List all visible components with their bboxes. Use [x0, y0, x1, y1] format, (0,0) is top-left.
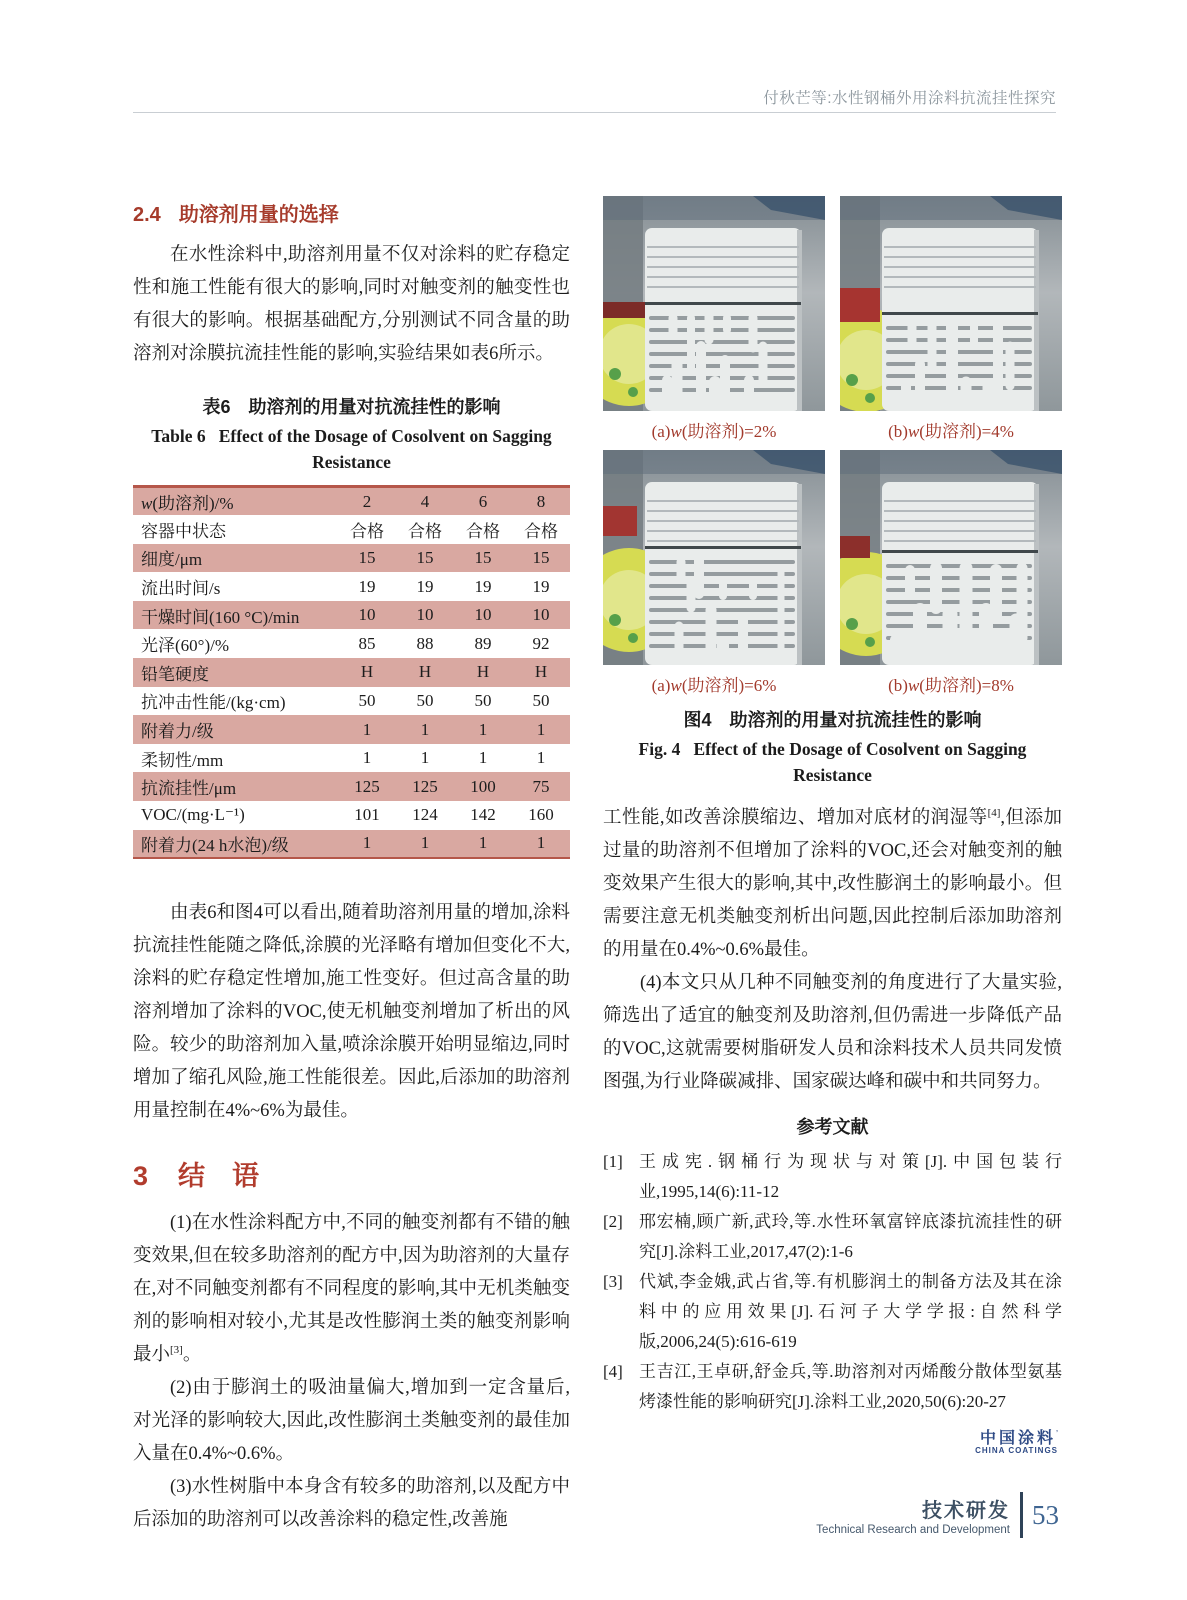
- reference-number: [3]: [603, 1272, 623, 1291]
- table6-cell: 10: [416, 605, 434, 625]
- section-3-title: 结 语: [178, 1161, 260, 1192]
- table6-body: [133, 487, 570, 859]
- page-number: 53: [1032, 1499, 1059, 1530]
- table6-row: [133, 801, 570, 830]
- table6-title-zh: 表6 助溶剂的用量对抗流挂性的影响: [202, 397, 501, 417]
- footer-section-zh: 技术研发: [922, 1500, 1010, 1522]
- table6-row: [133, 629, 570, 658]
- intro-paragraph: 在水性涂料中,助溶剂用量不仅对涂料的贮存稳定性和施工性能有很大的影响,同时对触变剂的触变性也有很大的影响。根据基础配方,分别测试不同含量的助溶剂对涂膜抗流挂性能的影响,实验结果如表6所示。: [133, 245, 570, 364]
- table6-row: [133, 515, 570, 544]
- table6-cell: 1: [420, 719, 430, 739]
- table6-row: [133, 572, 570, 601]
- table6-row-label: 附着力/级: [141, 722, 214, 742]
- table6-cell: 19: [474, 576, 492, 596]
- table6-cell: 50: [474, 690, 492, 710]
- table6-row-label: 附着力(24 h水泡)/级: [141, 835, 289, 855]
- table6-row: [133, 715, 570, 744]
- table6-row-label: 柔韧性/mm: [141, 750, 224, 770]
- reference-number: [2]: [603, 1212, 623, 1231]
- table6-cell: 1: [478, 719, 488, 739]
- logo-en: CHINA COATINGS: [975, 1446, 1058, 1455]
- sagging-photo-4pct: [840, 196, 1062, 411]
- table6-cell: 1: [536, 748, 546, 768]
- table6-cell: 142: [470, 805, 496, 825]
- table6-row-label: 抗冲击性能/(kg·cm): [141, 693, 286, 713]
- section-2-4-number: 2.4: [133, 204, 161, 226]
- figure4-captions-row-1: [603, 417, 1062, 442]
- table6-cell: 75: [532, 776, 550, 796]
- sagging-photo-2pct: [603, 196, 825, 411]
- table6-cell: 160: [528, 805, 554, 825]
- table6-row-label: 流出时间/s: [141, 579, 221, 599]
- running-head: 付秋芒等:水性钢桶外用涂料抗流挂性探究: [763, 90, 1056, 107]
- table6-cell: H: [418, 662, 432, 682]
- table6-cell: 124: [412, 805, 438, 825]
- figure4-photo-row-1: [603, 196, 1062, 411]
- discussion-paragraph: 由表6和图4可以看出,随着助溶剂用量的增加,涂料抗流挂性能随之降低,涂膜的光泽略有增加但变化不大,涂料的贮存稳定性增加,施工性变好。但过高含量的助溶剂增加了涂料的VOC,使无机触变剂增加了析出的风险。较少的助溶剂加入量,喷涂涂膜开始明显缩边,同时增加了缩孔风险,施工性能很差。因此,后添加的助溶剂用量控制在4%~6%为最佳。: [133, 903, 570, 1122]
- table6-title-en: Table 6 Effect of the Dosage of Cosolvent on Sagging Resistance: [151, 426, 552, 472]
- page-footer: [816, 1492, 1059, 1538]
- table6-cell: 50: [358, 690, 376, 710]
- table6-cell: 19: [532, 576, 550, 596]
- table6-row-label: 细度/μm: [141, 550, 203, 570]
- reference-item: [603, 1357, 1062, 1417]
- caption-2pct: (a)w(助溶剂)=2%: [651, 422, 777, 441]
- china-coatings-logo: [603, 1425, 1062, 1455]
- citation-4-sup: [4]: [987, 806, 1001, 819]
- table6-cell: 1: [536, 719, 546, 739]
- table6-cell: 1: [362, 833, 372, 853]
- reference-text: 王成宪.钢桶行为现状与对策[J].中国包装行业,1995,14(6):11-12: [639, 1152, 1062, 1201]
- table6-cell: 合格: [408, 521, 442, 541]
- section-2-4-title: 助溶剂用量的选择: [178, 204, 339, 226]
- table6-cell: 合格: [524, 521, 558, 541]
- caption-8pct: (b)w(助溶剂)=8%: [888, 676, 1014, 695]
- reference-item: [603, 1207, 1062, 1267]
- header-rule: [133, 112, 1056, 113]
- table6-cell: 6: [478, 491, 488, 511]
- table6-cell: 1: [362, 719, 372, 739]
- left-column: [133, 196, 570, 1537]
- section-3-heading: [133, 1154, 570, 1193]
- table6-cell: 19: [416, 576, 434, 596]
- right-column: [603, 196, 1062, 1537]
- table6-cell: 4: [420, 491, 430, 511]
- table6-row: [133, 687, 570, 716]
- reference-item: [603, 1147, 1062, 1207]
- reference-item: [603, 1267, 1062, 1357]
- table6-cell: 92: [532, 633, 550, 653]
- table6-cell: 88: [416, 633, 434, 653]
- table6-row-label: 容器中状态: [141, 521, 226, 541]
- figure4-photo-row-2: [603, 450, 1062, 665]
- references-heading: 参考文献: [796, 1117, 869, 1137]
- section-3-number: 3: [133, 1161, 149, 1192]
- table6-cell: 10: [474, 605, 492, 625]
- logo-trademark: ’: [1056, 1428, 1058, 1439]
- table6-row: [133, 830, 570, 859]
- table6-row: [133, 744, 570, 773]
- table6-cell: 89: [474, 633, 492, 653]
- table6-cell: 50: [416, 690, 434, 710]
- reference-text: 王吉江,王卓研,舒金兵,等.助溶剂对丙烯酸分散体型氨基烤漆性能的影响研究[J].涂料工业,2020,50(6):20-27: [639, 1362, 1062, 1411]
- table6-cell: 19: [358, 576, 376, 596]
- section-2-4-heading: [133, 198, 570, 227]
- table6-cell: 1: [536, 833, 546, 853]
- table6-cell: 15: [532, 547, 550, 567]
- table6-cell: 1: [362, 748, 372, 768]
- table6-cell: 125: [354, 776, 380, 796]
- table6-cell: 2: [362, 491, 372, 511]
- table6-cell: 1: [420, 833, 430, 853]
- conclusion-2: (2)由于膨润土的吸油量偏大,增加到一定含量后,对光泽的影响较大,因此,改性膨润土类触变剂的最佳加入量在0.4%~0.6%。: [133, 1378, 570, 1465]
- table6-cell: H: [534, 662, 548, 682]
- conclusion-3: (3)水性树脂中本身含有较多的助溶剂,以及配方中后添加的助溶剂可以改善涂料的稳定性,改善施: [133, 1477, 570, 1531]
- table6-row: [133, 544, 570, 573]
- figure4-title-zh: 图4 助溶剂的用量对抗流挂性的影响: [683, 710, 982, 730]
- figure4-captions-row-2: [603, 671, 1062, 696]
- table6-row-label: VOC/(mg·L⁻¹): [141, 805, 245, 825]
- table6-cell: 合格: [466, 521, 500, 541]
- reference-text: 代斌,李金娥,武占省,等.有机膨润土的制备方法及其在涂料中的应用效果[J].石河子大学学报:自然科学版,2006,24(5):616-619: [639, 1272, 1062, 1351]
- table6-cell: 1: [478, 833, 488, 853]
- table6-cell: H: [476, 662, 490, 682]
- table6-row-label: w(助溶剂)/%: [141, 494, 234, 514]
- conclusion-4: (4)本文只从几种不同触变剂的角度进行了大量实验,筛选出了适宜的触变剂及助溶剂,但仍需进一步降低产品的VOC,这就需要树脂研发人员和涂料技术人员共同发愤图强,为行业降碳减排、国家碳达峰和碳中和共同努力。: [603, 973, 1062, 1092]
- table6-cell: 8: [536, 491, 546, 511]
- table6-cell: 10: [532, 605, 550, 625]
- table6-row: [133, 772, 570, 801]
- table6-cell: 合格: [350, 521, 384, 541]
- table6-cell: 125: [412, 776, 438, 796]
- page-content: [133, 196, 1062, 1537]
- citation-3-sup: [3]: [170, 1344, 183, 1357]
- table6-row-label: 铅笔硬度: [141, 664, 209, 684]
- table6-cell: H: [360, 662, 374, 682]
- table6-cell: 15: [358, 547, 376, 567]
- sagging-photo-6pct: [603, 450, 825, 665]
- table6-row-label: 抗流挂性/μm: [141, 779, 237, 799]
- sagging-photo-8pct: [840, 450, 1062, 665]
- table6-cell: 15: [474, 547, 492, 567]
- continuation-paragraph: 工性能,如改善涂膜缩边、增加对底材的润湿等[4],但添加过量的助溶剂不但增加了涂料的VOC,还会对触变剂的触变效果产生很大的影响,其中,改性膨润土的影响最小。但需要注意无机类触变剂析出问题,因此控制后添加助溶剂的用量在0.4%~0.6%最佳。: [603, 806, 1062, 960]
- table6-cell: 100: [470, 776, 496, 796]
- table6-cell: 1: [420, 748, 430, 768]
- reference-text: 邢宏楠,顾广新,武玲,等.水性环氧富锌底漆抗流挂性的研究[J].涂料工业,2017,47(2):1-6: [639, 1212, 1062, 1261]
- table6-cell: 101: [354, 805, 380, 825]
- table6-cell: 85: [358, 633, 376, 653]
- table6-cell: 1: [478, 748, 488, 768]
- table6-cell: 50: [532, 690, 550, 710]
- footer-divider: [1020, 1492, 1023, 1538]
- reference-number: [1]: [603, 1152, 623, 1171]
- conclusion-1: (1)在水性涂料配方中,不同的触变剂都有不错的触变效果,但在较多助溶剂的配方中,因为助溶剂的大量存在,对不同触变剂都有不同程度的影响,其中无机类触变剂的影响相对较小,尤其是改性膨润土类的触变剂影响最小[3]。: [133, 1213, 570, 1366]
- table6-cell: 15: [416, 547, 434, 567]
- footer-section-en: Technical Research and Development: [816, 1524, 1010, 1536]
- table6-row-label: 光泽(60°)/%: [141, 636, 230, 656]
- table6-cell: 10: [358, 605, 376, 625]
- caption-6pct: (a)w(助溶剂)=6%: [651, 676, 777, 695]
- table6: [133, 485, 570, 859]
- table6-row-label: 干燥时间(160 °C)/min: [141, 607, 300, 627]
- table6-row: [133, 601, 570, 630]
- caption-4pct: (b)w(助溶剂)=4%: [888, 422, 1014, 441]
- reference-number: [4]: [603, 1362, 623, 1381]
- references-list: [603, 1147, 1062, 1417]
- table6-row: [133, 658, 570, 687]
- logo-zh: 中国涂料: [979, 1430, 1056, 1447]
- figure4-title-en: Fig. 4 Effect of the Dosage of Cosolvent on Sagging Resistance: [638, 739, 1027, 785]
- table6-row: [133, 487, 570, 516]
